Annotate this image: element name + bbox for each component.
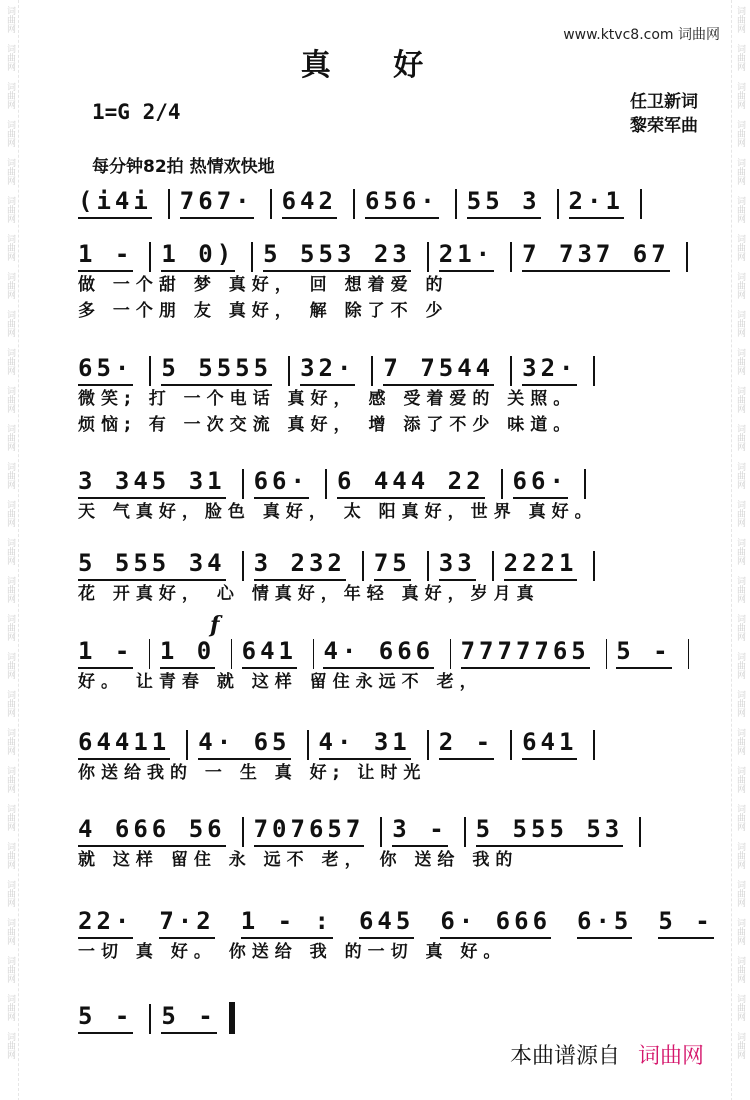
measure-notes: 7 7544 <box>383 354 494 386</box>
watermark-glyph: 词曲网 <box>735 614 745 641</box>
watermark-glyph: 词曲网 <box>5 538 15 565</box>
composer: 黎荣军曲 <box>630 116 698 136</box>
notes-row <box>78 352 698 386</box>
measure-notes: 21· <box>439 240 494 272</box>
measure-notes: 2 - <box>439 728 494 760</box>
measure-notes: 1 - <box>78 637 133 669</box>
right-watermark-strip <box>731 0 748 1100</box>
watermark-glyph: 词曲网 <box>735 766 745 793</box>
measure-notes: 641 <box>522 728 577 760</box>
watermark-glyph: 词曲网 <box>5 158 15 185</box>
measure-notes: 65· <box>78 354 133 386</box>
lyrics-verse-1: 一切 真 好。 你送给 我 的一切 真 好。 <box>78 942 507 962</box>
watermark-glyph: 词曲网 <box>735 272 745 299</box>
barline <box>501 469 503 499</box>
measure-notes: 2221 <box>504 549 578 581</box>
measure-notes: 5 553 23 <box>263 240 411 272</box>
lyrics-verse-1: 做 一个甜 梦 真好， 回 想着爱 的 <box>78 275 449 295</box>
measure-notes: 3 - <box>392 815 447 847</box>
watermark-glyph: 词曲网 <box>5 310 15 337</box>
watermark-glyph: 词曲网 <box>5 576 15 603</box>
measure-notes: 656· <box>365 187 439 219</box>
score-system <box>78 185 698 219</box>
watermark-glyph: 词曲网 <box>735 728 745 755</box>
watermark-glyph: 词曲网 <box>735 842 745 869</box>
measure-notes: 7777765 <box>461 637 590 669</box>
watermark-glyph: 词曲网 <box>5 500 15 527</box>
watermark-glyph: 词曲网 <box>735 1032 745 1059</box>
watermark-glyph: 词曲网 <box>735 918 745 945</box>
barline <box>186 730 188 760</box>
measure-notes: 5 - <box>161 1002 216 1034</box>
measure-notes: 641 <box>242 637 297 669</box>
watermark-glyph: 词曲网 <box>735 994 745 1021</box>
measure-notes: 6·5 <box>577 907 632 939</box>
barline <box>593 730 595 760</box>
notes-row <box>78 905 714 939</box>
watermark-glyph: 词曲网 <box>735 500 745 527</box>
measure-notes: 7·2 <box>159 907 214 939</box>
measure-notes: 1 0 <box>160 637 215 669</box>
source-brand[interactable]: 词曲网 <box>637 1044 704 1069</box>
notes-row <box>78 635 698 669</box>
measure-notes: 75 <box>374 549 411 581</box>
barline <box>242 469 244 499</box>
watermark-glyph: 词曲网 <box>5 652 15 679</box>
credits <box>630 90 698 138</box>
site-name[interactable]: 词曲网 <box>678 27 720 43</box>
barline <box>288 356 290 386</box>
barline <box>325 469 327 499</box>
watermark-glyph: 词曲网 <box>5 120 15 147</box>
watermark-glyph: 词曲网 <box>5 918 15 945</box>
watermark-glyph: 词曲网 <box>5 234 15 261</box>
barline <box>686 242 688 272</box>
watermark-glyph: 词曲网 <box>735 120 745 147</box>
lyrics-verse-1: 微笑; 打 一个电话 真好， 感 受着爱的 关照。 <box>78 389 577 409</box>
watermark-glyph: 词曲网 <box>5 1032 15 1059</box>
measure-notes: 642 <box>282 187 337 219</box>
watermark-glyph: 词曲网 <box>735 424 745 451</box>
watermark-glyph: 词曲网 <box>735 234 745 261</box>
measure-notes: 5 - <box>658 907 713 939</box>
watermark-glyph: 词曲网 <box>5 44 15 71</box>
left-watermark-strip <box>2 0 19 1100</box>
barline <box>593 356 595 386</box>
watermark-glyph: 词曲网 <box>735 880 745 907</box>
watermark-glyph: 词曲网 <box>5 272 15 299</box>
barline <box>557 189 559 219</box>
watermark-glyph: 词曲网 <box>5 880 15 907</box>
notes-row <box>78 465 698 499</box>
lyrics-verse-2: 多 一个朋 友 真好， 解 除了不 少 <box>78 301 449 321</box>
measure-notes: 4· 666 <box>323 637 434 669</box>
barline <box>455 189 457 219</box>
watermark-glyph: 词曲网 <box>5 956 15 983</box>
notes-row <box>78 813 698 847</box>
score-system <box>78 905 714 965</box>
barline <box>510 242 512 272</box>
measure-notes: 22· <box>78 907 133 939</box>
watermark-glyph: 词曲网 <box>735 538 745 565</box>
notes-row <box>78 547 698 581</box>
watermark-glyph: 词曲网 <box>5 196 15 223</box>
watermark-glyph: 词曲网 <box>5 424 15 451</box>
source-prefix: 本曲谱源自 <box>509 1044 620 1069</box>
song-title: 真 好 <box>300 48 450 83</box>
measure-notes: (i4i <box>78 187 152 219</box>
barline <box>584 469 586 499</box>
watermark-glyph: 词曲网 <box>735 82 745 109</box>
barline <box>639 817 641 847</box>
measure-notes: 1 - <box>78 240 133 272</box>
barline <box>492 551 494 581</box>
measure-notes: 32· <box>300 354 355 386</box>
measure-notes: 3 345 31 <box>78 467 226 499</box>
watermark-glyph: 词曲网 <box>735 158 745 185</box>
measure-notes: 55 3 <box>467 187 541 219</box>
watermark-glyph: 词曲网 <box>5 690 15 717</box>
measure-notes: 66· <box>513 467 568 499</box>
watermark-glyph: 词曲网 <box>735 310 745 337</box>
watermark-glyph: 词曲网 <box>735 6 745 33</box>
barline <box>307 730 309 760</box>
barline <box>149 242 151 272</box>
watermark-glyph: 词曲网 <box>735 804 745 831</box>
watermark-glyph: 词曲网 <box>735 348 745 375</box>
key-signature: 1=G 2/4 <box>92 100 181 124</box>
watermark-glyph: 词曲网 <box>5 842 15 869</box>
measure-notes: 66· <box>254 467 309 499</box>
watermark-glyph: 词曲网 <box>5 766 15 793</box>
measure-notes: 1 0) <box>161 240 235 272</box>
barline <box>168 189 170 219</box>
watermark-glyph: 词曲网 <box>735 956 745 983</box>
lyrics-verse-1: 你送给我的 一 生 真 好; 让时光 <box>78 763 427 783</box>
score-system <box>78 635 698 695</box>
measure-notes: 5 555 53 <box>476 815 624 847</box>
barline <box>427 551 429 581</box>
source-footer <box>510 1039 704 1070</box>
score-system <box>78 465 698 525</box>
barline <box>427 730 429 760</box>
notes-row <box>78 185 698 219</box>
barline <box>380 817 382 847</box>
measure-notes: 64411 <box>78 728 170 760</box>
measure-notes: 32· <box>522 354 577 386</box>
measure-notes: 645 <box>359 907 414 939</box>
watermark-glyph: 词曲网 <box>735 196 745 223</box>
measure-notes: 2·1 <box>569 187 624 219</box>
measure-notes: 4· 65 <box>198 728 290 760</box>
barline <box>464 817 466 847</box>
dynamic-marking: f <box>210 612 220 638</box>
lyrics-verse-2: 烦恼; 有 一次交流 真好， 增 添了不少 味道。 <box>78 415 577 435</box>
watermark-glyph: 词曲网 <box>735 44 745 71</box>
watermark-glyph: 词曲网 <box>5 804 15 831</box>
measure-notes: 3 232 <box>254 549 346 581</box>
final-barline <box>229 1002 235 1034</box>
barline <box>149 356 151 386</box>
barline <box>353 189 355 219</box>
barline <box>371 356 373 386</box>
score-system <box>78 238 698 324</box>
barline <box>510 356 512 386</box>
measure-notes: 4· 31 <box>319 728 411 760</box>
measure-notes: 5 - <box>616 637 671 669</box>
measure-notes: 5 - <box>78 1002 133 1034</box>
watermark-glyph: 词曲网 <box>5 462 15 489</box>
measure-notes: 4 666 56 <box>78 815 226 847</box>
notes-row <box>78 726 698 760</box>
watermark-glyph: 词曲网 <box>5 994 15 1021</box>
score-system <box>78 352 698 438</box>
score-system <box>78 547 698 607</box>
measure-notes: 707657 <box>254 815 365 847</box>
watermark-glyph: 词曲网 <box>5 728 15 755</box>
barline <box>242 817 244 847</box>
lyrics-verse-1: 天 气真好，脸色 真好， 太 阳真好，世界 真好。 <box>78 502 598 522</box>
score-system <box>78 813 698 873</box>
barline <box>149 1004 151 1034</box>
watermark-glyph: 词曲网 <box>735 652 745 679</box>
measure-notes: 5 555 34 <box>78 549 226 581</box>
score-system <box>78 1000 698 1034</box>
watermark-glyph: 词曲网 <box>5 82 15 109</box>
barline <box>640 189 642 219</box>
watermark-glyph: 词曲网 <box>5 386 15 413</box>
measure-notes: 33 <box>439 549 476 581</box>
watermark-glyph: 词曲网 <box>735 462 745 489</box>
lyrics-verse-1: 好。 让青春 就 这样 留住永远不 老， <box>78 672 483 692</box>
measure-notes: 5 5555 <box>161 354 272 386</box>
watermark-glyph: 词曲网 <box>735 690 745 717</box>
watermark-glyph: 词曲网 <box>5 614 15 641</box>
measure-notes: 6· 666 <box>440 907 551 939</box>
watermark-glyph: 词曲网 <box>5 348 15 375</box>
barline <box>510 730 512 760</box>
measure-notes: 767· <box>180 187 254 219</box>
notes-row <box>78 238 698 272</box>
lyrics-verse-1: 就 这样 留住 永 远不 老， 你 送给 我的 <box>78 850 519 870</box>
barline <box>270 189 272 219</box>
lyricist: 任卫新词 <box>630 92 698 112</box>
watermark-glyph: 词曲网 <box>735 386 745 413</box>
watermark-glyph: 词曲网 <box>5 6 15 33</box>
tempo-marking: 每分钟82拍 热情欢快地 <box>92 157 275 177</box>
barline <box>427 242 429 272</box>
site-url[interactable]: www.ktvc8.com <box>563 27 674 43</box>
watermark-glyph: 词曲网 <box>735 576 745 603</box>
barline <box>362 551 364 581</box>
score-system <box>78 726 698 786</box>
barline <box>251 242 253 272</box>
measure-notes: 6 444 22 <box>337 467 485 499</box>
notes-row <box>78 1000 698 1034</box>
barline <box>242 551 244 581</box>
measure-notes: 7 737 67 <box>522 240 670 272</box>
barline <box>593 551 595 581</box>
lyrics-verse-1: 花 开真好， 心 情真好，年轻 真好，岁月真 <box>78 584 540 604</box>
measure-notes: 1 - : <box>241 907 333 939</box>
